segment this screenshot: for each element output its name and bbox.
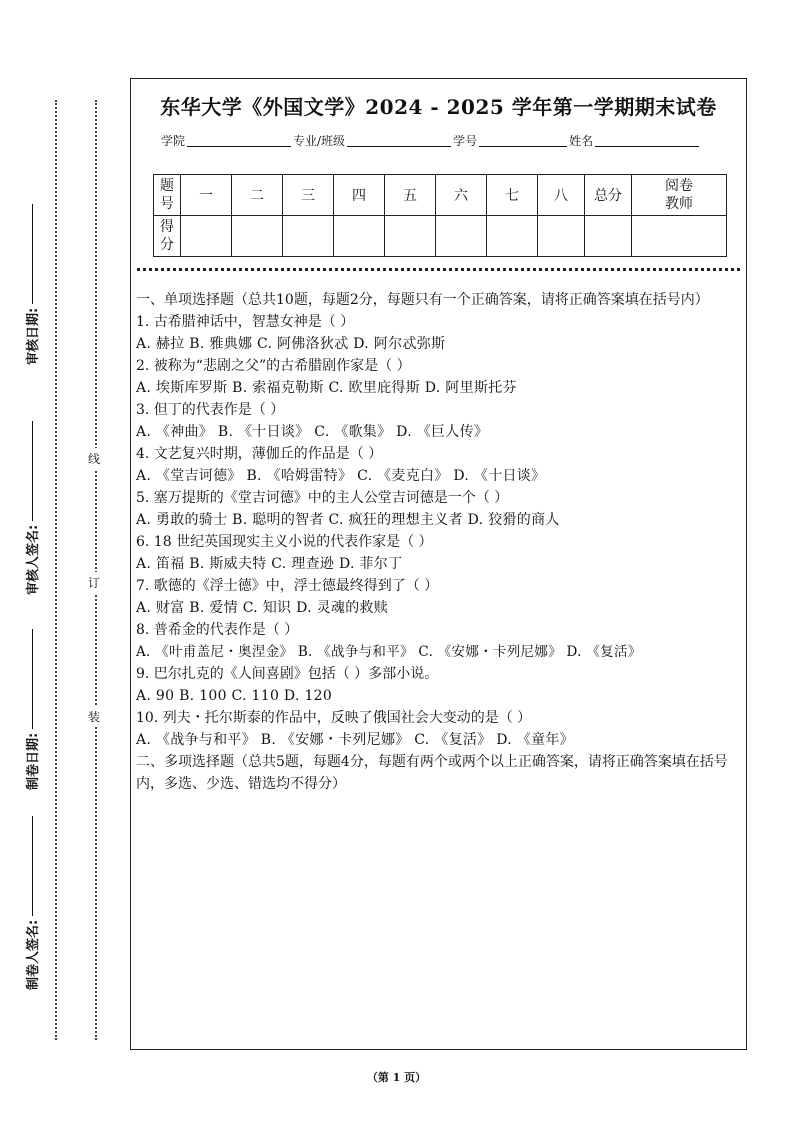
question-9-options: A. 90 B. 100 C. 110 D. 120 bbox=[136, 688, 333, 704]
score-cell-4[interactable] bbox=[334, 216, 385, 257]
question-8-options: A. 《叶甫盖尼・奥涅金》 B. 《战争与和平》 C. 《安娜・卡列尼娜》 D. 《复活》 bbox=[136, 644, 642, 660]
question-10: 10. 列夫・托尔斯泰的作品中，反映了俄国社会大变动的是（ ） bbox=[136, 710, 532, 726]
question-4: 4. 文艺复兴时期，薄伽丘的作品是（ ） bbox=[136, 446, 383, 462]
question-6: 6. 18 世纪英国现实主义小说的代表作家是（ ） bbox=[136, 534, 433, 550]
cut-mark-bind: 订 bbox=[88, 572, 100, 593]
question-9: 9. 巴尔扎克的《人间喜剧》包括（ ）多部小说。 bbox=[136, 666, 439, 682]
score-cell-3[interactable] bbox=[283, 216, 334, 257]
col-reviewer: 阅卷 教师 bbox=[632, 175, 727, 216]
score-cell-5[interactable] bbox=[385, 216, 436, 257]
exam-title: 东华大学《外国文学》2024 - 2025 学年第一学期期末试卷 bbox=[160, 95, 717, 119]
question-1: 1. 古希腊神话中，智慧女神是（ ） bbox=[136, 314, 355, 330]
name-field[interactable] bbox=[595, 145, 699, 147]
col-1: 一 bbox=[181, 175, 232, 216]
question-5-options: A. 勇敢的骑士 B. 聪明的智者 C. 疯狂的理想主义者 D. 狡猾的商人 bbox=[136, 512, 560, 528]
score-table-question-head: 题 号 bbox=[154, 175, 181, 216]
major-class-label: 专业/班级 bbox=[293, 134, 346, 148]
score-table-header-row bbox=[154, 175, 727, 216]
score-cell-reviewer[interactable] bbox=[632, 216, 727, 257]
col-6: 六 bbox=[436, 175, 487, 216]
question-4-options: A. 《堂吉诃德》 B. 《哈姆雷特》 C. 《麦克白》 D. 《十日谈》 bbox=[136, 468, 546, 484]
question-6-options: A. 笛福 B. 斯威夫特 C. 理查逊 D. 菲尔丁 bbox=[136, 556, 403, 572]
page-number: （第 1 页） bbox=[366, 1071, 427, 1084]
score-cell-6[interactable] bbox=[436, 216, 487, 257]
question-7-options: A. 财富 B. 爱情 C. 知识 D. 灵魂的救赎 bbox=[136, 600, 389, 616]
section1-heading: 一、单项选择题（总共10题，每题2分，每题只有一个正确答案，请将正确答案填在括号内） bbox=[136, 292, 709, 308]
score-table-score-head: 得 分 bbox=[154, 216, 181, 257]
college-label: 学院 bbox=[161, 134, 186, 148]
name-label: 姓名 bbox=[569, 134, 594, 148]
score-table bbox=[153, 174, 727, 257]
student-id-field[interactable] bbox=[479, 145, 567, 147]
col-3: 三 bbox=[283, 175, 334, 216]
question-2-options: A. 埃斯库罗斯 B. 索福克勒斯 C. 欧里庇得斯 D. 阿里斯托芬 bbox=[136, 380, 517, 396]
binding-dotted-line-outer bbox=[55, 100, 57, 1040]
paper-date-blank[interactable] bbox=[31, 629, 33, 729]
cut-mark-staple: 装 bbox=[88, 706, 100, 727]
college-field[interactable] bbox=[187, 145, 291, 147]
score-cell-total[interactable] bbox=[585, 216, 632, 257]
col-total: 总分 bbox=[585, 175, 632, 216]
question-1-options: A. 赫拉 B. 雅典娜 C. 阿佛洛狄忒 D. 阿尔忒弥斯 bbox=[136, 336, 446, 352]
col-8: 八 bbox=[538, 175, 585, 216]
review-date-blank[interactable] bbox=[31, 204, 33, 304]
score-table-score-row bbox=[154, 216, 727, 257]
exam-paper-frame bbox=[130, 78, 747, 1050]
col-7: 七 bbox=[487, 175, 538, 216]
col-4: 四 bbox=[334, 175, 385, 216]
question-8: 8. 普希金的代表作是（ ） bbox=[136, 622, 299, 638]
question-3: 3. 但丁的代表作是（ ） bbox=[136, 402, 285, 418]
score-cell-7[interactable] bbox=[487, 216, 538, 257]
author-signature-blank[interactable] bbox=[31, 816, 33, 916]
score-cell-8[interactable] bbox=[538, 216, 585, 257]
col-2: 二 bbox=[232, 175, 283, 216]
cut-mark-line: 线 bbox=[88, 448, 100, 469]
section2-heading: 二、多项选择题（总共5题，每题4分，每题有两个或两个以上正确答案，请将正确答案填在括号内，多选、少选、错选均不得分） bbox=[136, 754, 728, 792]
question-10-options: A. 《战争与和平》 B. 《安娜・卡列尼娜》 C. 《复活》 D. 《童年》 bbox=[136, 732, 574, 748]
reviewer-signature-blank[interactable] bbox=[31, 421, 33, 521]
question-5: 5. 塞万提斯的《堂吉诃德》中的主人公堂吉诃德是一个（ ） bbox=[136, 490, 509, 506]
exam-content bbox=[136, 289, 742, 795]
question-3-options: A. 《神曲》 B. 《十日谈》 C. 《歌集》 D. 《巨人传》 bbox=[136, 424, 489, 440]
score-cell-2[interactable] bbox=[232, 216, 283, 257]
student-id-label: 学号 bbox=[453, 134, 478, 148]
binding-dotted-line-inner bbox=[95, 100, 97, 1040]
major-class-field[interactable] bbox=[347, 145, 451, 147]
question-2: 2. 被称为“悲剧之父”的古希腊剧作家是（ ） bbox=[136, 358, 411, 374]
score-cell-1[interactable] bbox=[181, 216, 232, 257]
col-5: 五 bbox=[385, 175, 436, 216]
question-7: 7. 歌德的《浮士德》中，浮士德最终得到了（ ） bbox=[136, 578, 439, 594]
student-info-row bbox=[161, 132, 701, 149]
dotted-separator bbox=[137, 268, 740, 271]
